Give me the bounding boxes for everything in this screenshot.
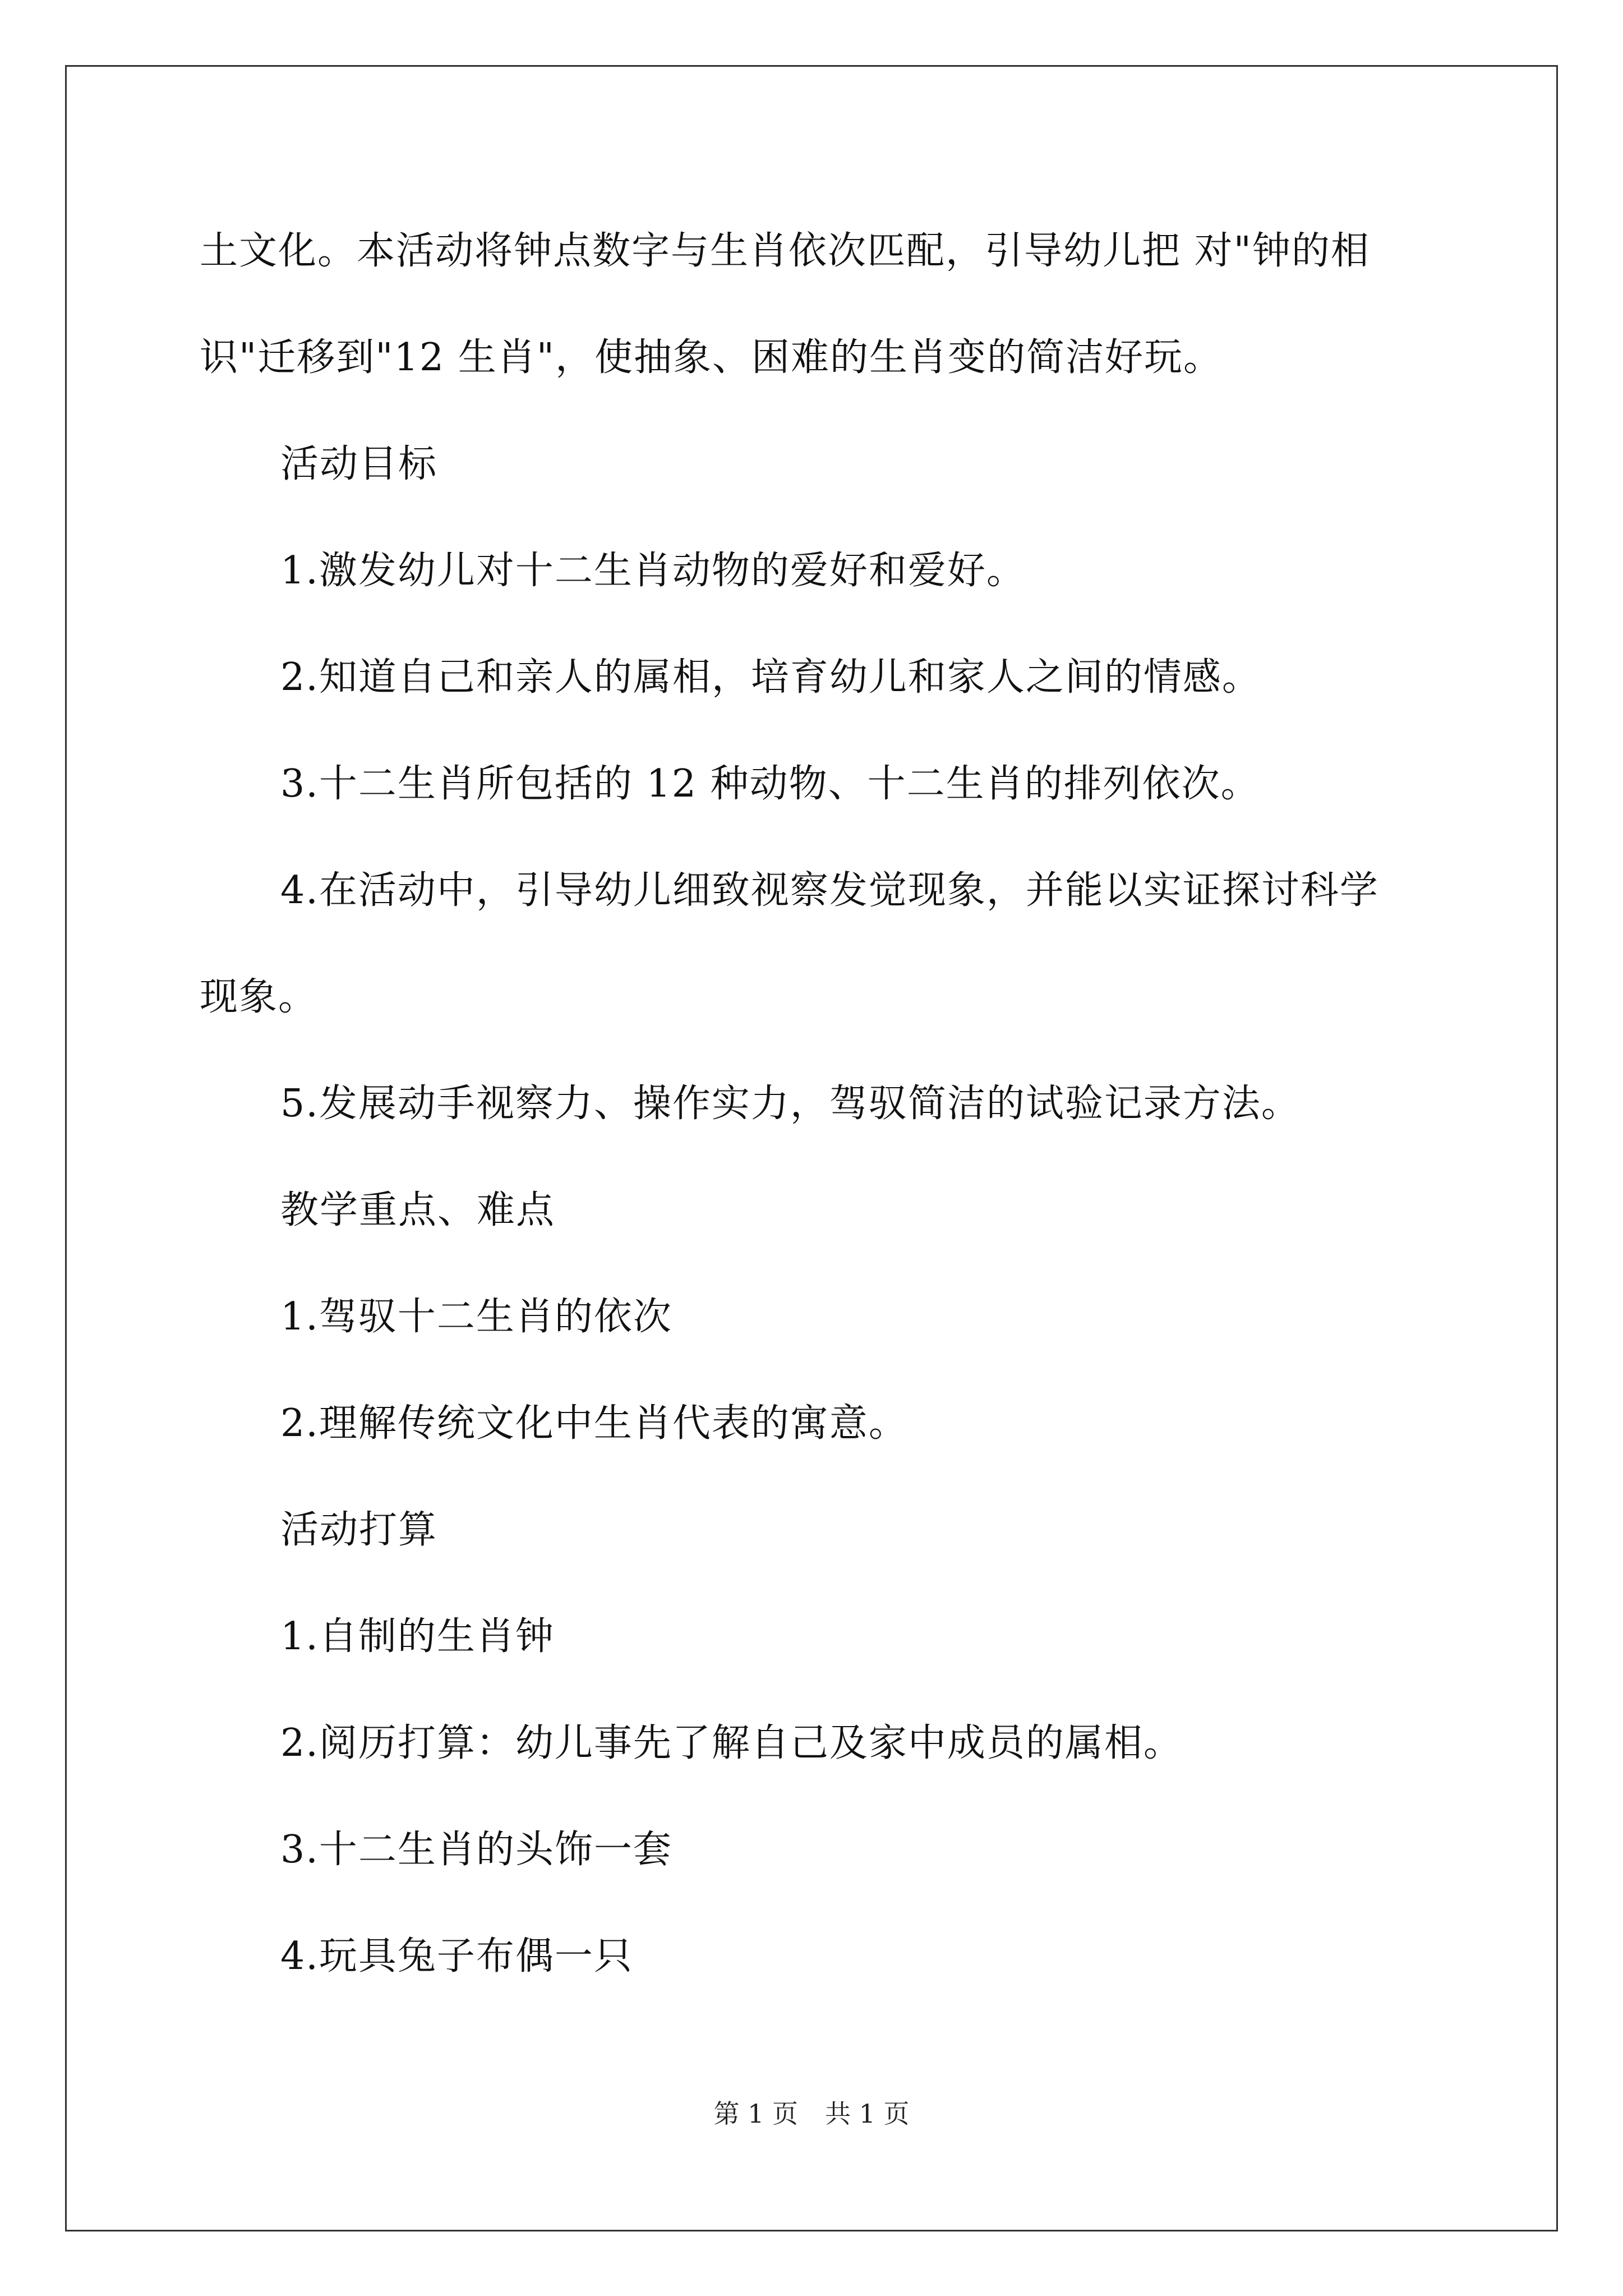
page-footer <box>0 2097 1623 2131</box>
paragraph-line: 土文化。本活动将钟点数字与生肖依次匹配，引导幼儿把 对"钟的相 <box>200 229 1370 273</box>
list-item: 2.知道自己和亲人的属相，培育幼儿和家人之间的情感。 <box>280 655 1261 700</box>
paragraph-line: 识"迁移到"12 生肖"，使抽象、困难的生肖变的简洁好玩。 <box>200 335 1223 380</box>
section-heading-key-points: 教学重点、难点 <box>280 1188 556 1232</box>
list-item: 4.在活动中，引导幼儿细致视察发觉现象，并能以实证探讨科学 <box>280 868 1379 913</box>
section-heading-goals: 活动目标 <box>280 442 438 486</box>
list-item: 1.自制的生肖钟 <box>280 1614 555 1659</box>
list-item: 5.发展动手视察力、操作实力，驾驭简洁的试验记录方法。 <box>280 1082 1301 1126</box>
list-item: 2.阅历打算：幼儿事先了解自己及家中成员的属相。 <box>280 1721 1183 1765</box>
section-heading-preparation: 活动打算 <box>280 1508 438 1552</box>
list-item: 4.玩具兔子布偶一只 <box>280 1934 633 1978</box>
page-total: 共 1 页 <box>825 2099 910 2129</box>
list-item: 2.理解传统文化中生肖代表的寓意。 <box>280 1401 908 1446</box>
list-item: 1.驾驭十二生肖的依次 <box>280 1295 672 1339</box>
page-number: 第 1 页 <box>713 2099 798 2129</box>
list-item: 3.十二生肖的头饰一套 <box>280 1828 672 1872</box>
list-item-continuation: 现象。 <box>200 975 318 1019</box>
page-border <box>65 65 1558 2231</box>
list-item: 3.十二生肖所包括的 12 种动物、十二生肖的排列依次。 <box>280 762 1260 806</box>
list-item: 1.激发幼儿对十二生肖动物的爱好和爱好。 <box>280 549 1026 593</box>
